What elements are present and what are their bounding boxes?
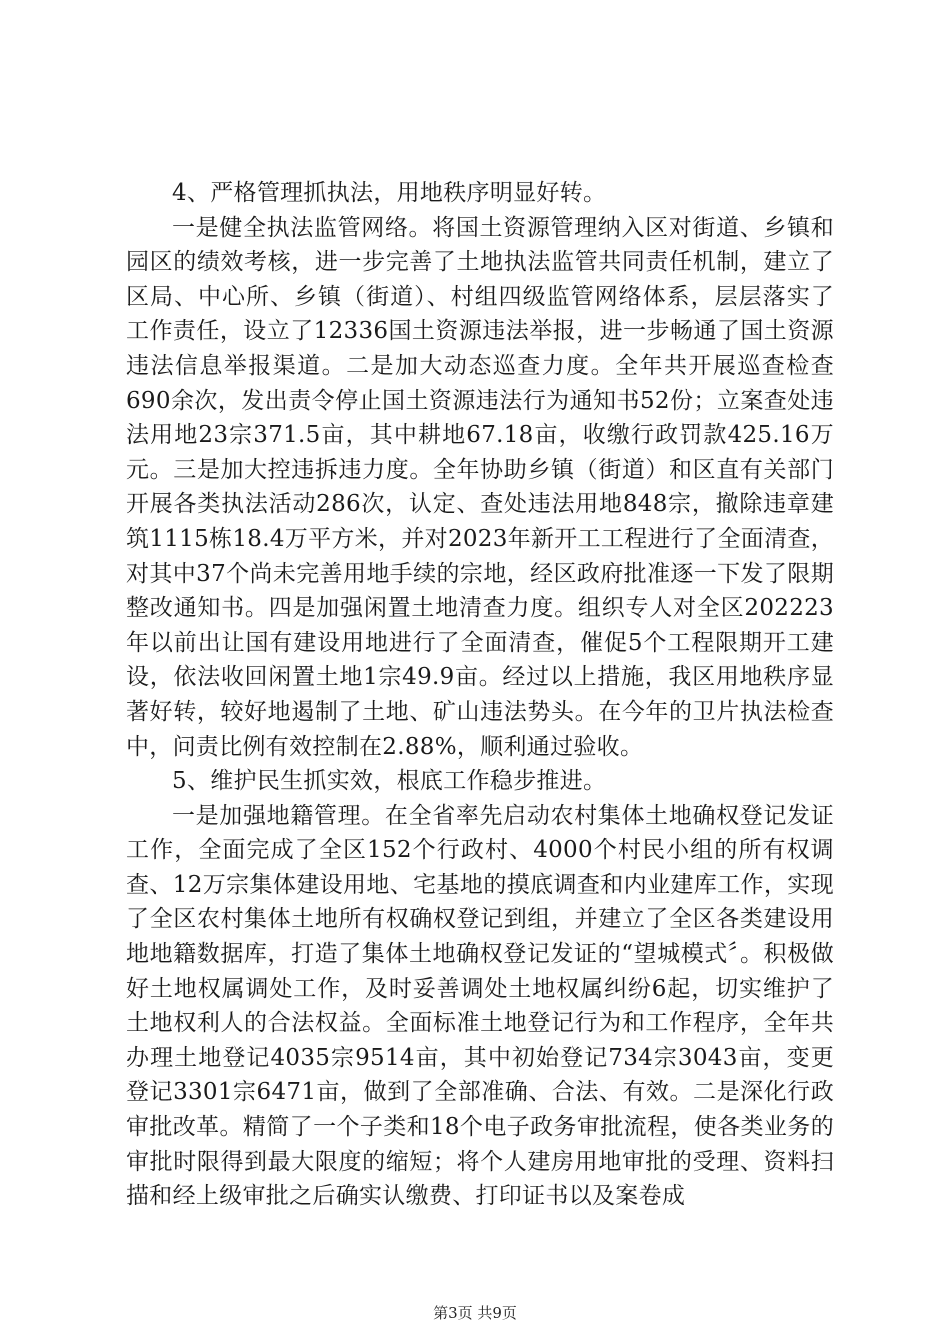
heading-section-4: 4、严格管理抓执法，用地秩序明显好转。: [172, 180, 607, 206]
page-number-footer: 第3页 共9页: [433, 1304, 517, 1322]
document-body: [126, 176, 834, 1214]
paragraph-law-enforcement: 一是健全执法监管网络。将国土资源管理纳入区对街道、乡镇和园区的绩效考核，进一步完善了土地执法监管共同责任机制，建立了区局、中心所、乡镇（街道）、村组四级监管网络体系，层层落实了工作责任，设立了12336国土资源违法举报，进一步畅通了国土资源违法信息举报渠道。二是加大动态巡查力度。全年共开展巡查检查690余次，发出责令停止国土资源违法行为通知书52份；立案查处违法用地23宗371.5亩，其中耕地67.18亩，收缴行政罚款425.16万元。三是加大控违拆违力度。全年协助乡镇（街道）和区直有关部门开展各类执法活动286次，认定、查处违法用地848宗，撤除违章建筑1115栋18.4万平方米，并对2023年新开工工程进行了全面清查，对其中37个尚未完善用地手续的宗地，经区政府批准逐一下发了限期整改通知书。四是加强闲置土地清查力度。组织专人对全区202223年以前出让国有建设用地进行了全面清查，催促5个工程限期开工建设，依法收回闲置土地1宗49.9亩。经过以上措施，我区用地秩序显著好转，较好地遏制了土地、矿山违法势头。在今年的卫片执法检查中，问责比例有效控制在2.88%，顺利通过验收。: [126, 214, 834, 760]
paragraph-cadastral-management: 一是加强地籍管理。在全省率先启动农村集体土地确权登记发证工作，全面完成了全区152个行政村、4000个村民小组的所有权调查、12万宗集体建设用地、宅基地的摸底调查和内业建库工作，实现了全区农村集体土地所有权确权登记到组，并建立了全区各类建设用地地籍数据库，打造了集体土地确权登记发证的“望城模式〞。积极做好土地权属调处工作，及时妥善调处土地权属纠纷6起，切实维护了土地权利人的合法权益。全面标准土地登记行为和工作程序，全年共办理土地登记4035宗9514亩，其中初始登记734宗3043亩，变更登记3301宗6471亩，做到了全部准确、合法、有效。二是深化行政审批改革。精简了一个子类和18个电子政务审批流程，使各类业务的审批时限得到最大限度的缩短；将个人建房用地审批的受理、资料扫描和经上级审批之后确实认缴费、打印证书以及案卷成: [126, 802, 834, 1210]
heading-section-5: 5、维护民生抓实效，根底工作稳步推进。: [172, 768, 607, 795]
